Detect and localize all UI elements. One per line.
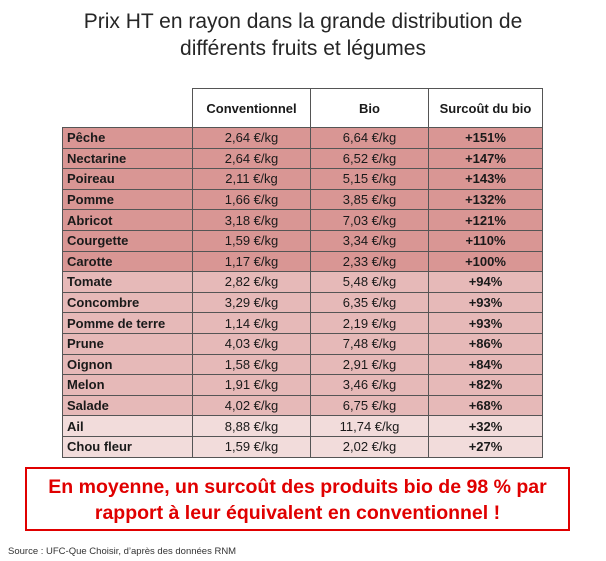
conv-price-cell: 2,82 €/kg bbox=[193, 272, 311, 293]
surcout-cell: +132% bbox=[429, 189, 543, 210]
table-row bbox=[63, 148, 543, 169]
conv-price-cell: 4,03 €/kg bbox=[193, 333, 311, 354]
product-cell: Nectarine bbox=[63, 148, 193, 169]
bio-price-cell: 6,64 €/kg bbox=[311, 128, 429, 149]
product-cell: Pomme de terre bbox=[63, 313, 193, 334]
surcout-cell: +100% bbox=[429, 251, 543, 272]
bio-price-cell: 2,19 €/kg bbox=[311, 313, 429, 334]
table-row bbox=[63, 333, 543, 354]
conv-price-cell: 1,17 €/kg bbox=[193, 251, 311, 272]
bio-price-cell: 2,91 €/kg bbox=[311, 354, 429, 375]
conv-price-cell: 2,64 €/kg bbox=[193, 148, 311, 169]
product-cell: Abricot bbox=[63, 210, 193, 231]
surcout-cell: +82% bbox=[429, 375, 543, 396]
product-cell: Oignon bbox=[63, 354, 193, 375]
bio-price-cell: 5,48 €/kg bbox=[311, 272, 429, 293]
table-row bbox=[63, 354, 543, 375]
conv-price-cell: 2,64 €/kg bbox=[193, 128, 311, 149]
table-row bbox=[63, 169, 543, 190]
surcout-cell: +110% bbox=[429, 230, 543, 251]
table-body bbox=[63, 128, 543, 458]
product-cell: Tomate bbox=[63, 272, 193, 293]
conv-price-cell: 2,11 €/kg bbox=[193, 169, 311, 190]
title-line-2: différents fruits et légumes bbox=[180, 37, 426, 60]
table-row bbox=[63, 375, 543, 396]
table-row bbox=[63, 313, 543, 334]
callout-line-1: En moyenne, un surcoût des produits bio de 98 % par bbox=[48, 476, 547, 498]
bio-price-cell: 6,35 €/kg bbox=[311, 292, 429, 313]
conv-price-cell: 1,14 €/kg bbox=[193, 313, 311, 334]
bio-price-cell: 11,74 €/kg bbox=[311, 416, 429, 437]
chart-title bbox=[0, 8, 606, 62]
conv-price-cell: 1,59 €/kg bbox=[193, 230, 311, 251]
bio-price-cell: 3,46 €/kg bbox=[311, 375, 429, 396]
conv-price-cell: 1,91 €/kg bbox=[193, 375, 311, 396]
bio-price-cell: 3,34 €/kg bbox=[311, 230, 429, 251]
product-cell: Pomme bbox=[63, 189, 193, 210]
table-row bbox=[63, 230, 543, 251]
product-cell: Pêche bbox=[63, 128, 193, 149]
table-row bbox=[63, 128, 543, 149]
bio-price-cell: 2,33 €/kg bbox=[311, 251, 429, 272]
product-cell: Ail bbox=[63, 416, 193, 437]
conv-price-cell: 1,59 €/kg bbox=[193, 436, 311, 457]
table-row bbox=[63, 251, 543, 272]
surcout-cell: +84% bbox=[429, 354, 543, 375]
table-row bbox=[63, 272, 543, 293]
surcout-cell: +93% bbox=[429, 292, 543, 313]
table-row bbox=[63, 292, 543, 313]
table-row bbox=[63, 416, 543, 437]
surcout-cell: +93% bbox=[429, 313, 543, 334]
surcout-cell: +147% bbox=[429, 148, 543, 169]
table-row bbox=[63, 436, 543, 457]
source-note: Source : UFC-Que Choisir, d’après des données RNM bbox=[8, 546, 237, 557]
callout-line-2: rapport à leur équivalent en conventionnel ! bbox=[94, 502, 501, 524]
conv-price-cell: 3,29 €/kg bbox=[193, 292, 311, 313]
product-cell: Carotte bbox=[63, 251, 193, 272]
header-corner bbox=[63, 89, 193, 128]
product-cell: Prune bbox=[63, 333, 193, 354]
bio-price-cell: 6,75 €/kg bbox=[311, 395, 429, 416]
conv-price-cell: 3,18 €/kg bbox=[193, 210, 311, 231]
bio-price-cell: 2,02 €/kg bbox=[311, 436, 429, 457]
table-row bbox=[63, 189, 543, 210]
header-conventionnel: Conventionnel bbox=[193, 89, 311, 128]
bio-price-cell: 5,15 €/kg bbox=[311, 169, 429, 190]
surcout-cell: +94% bbox=[429, 272, 543, 293]
product-cell: Salade bbox=[63, 395, 193, 416]
surcout-cell: +86% bbox=[429, 333, 543, 354]
conv-price-cell: 4,02 €/kg bbox=[193, 395, 311, 416]
header-surcout: Surcoût du bio bbox=[429, 89, 543, 128]
conv-price-cell: 1,58 €/kg bbox=[193, 354, 311, 375]
average-callout bbox=[25, 467, 570, 531]
product-cell: Courgette bbox=[63, 230, 193, 251]
bio-price-cell: 7,03 €/kg bbox=[311, 210, 429, 231]
surcout-cell: +143% bbox=[429, 169, 543, 190]
product-cell: Melon bbox=[63, 375, 193, 396]
table-header-row bbox=[63, 89, 543, 128]
surcout-cell: +68% bbox=[429, 395, 543, 416]
surcout-cell: +151% bbox=[429, 128, 543, 149]
product-cell: Poireau bbox=[63, 169, 193, 190]
price-table bbox=[62, 88, 543, 458]
surcout-cell: +27% bbox=[429, 436, 543, 457]
conv-price-cell: 8,88 €/kg bbox=[193, 416, 311, 437]
header-bio: Bio bbox=[311, 89, 429, 128]
table-row bbox=[63, 210, 543, 231]
bio-price-cell: 6,52 €/kg bbox=[311, 148, 429, 169]
bio-price-cell: 3,85 €/kg bbox=[311, 189, 429, 210]
bio-price-cell: 7,48 €/kg bbox=[311, 333, 429, 354]
product-cell: Chou fleur bbox=[63, 436, 193, 457]
title-line-1: Prix HT en rayon dans la grande distribution de bbox=[83, 10, 523, 33]
surcout-cell: +32% bbox=[429, 416, 543, 437]
conv-price-cell: 1,66 €/kg bbox=[193, 189, 311, 210]
product-cell: Concombre bbox=[63, 292, 193, 313]
surcout-cell: +121% bbox=[429, 210, 543, 231]
table-row bbox=[63, 395, 543, 416]
